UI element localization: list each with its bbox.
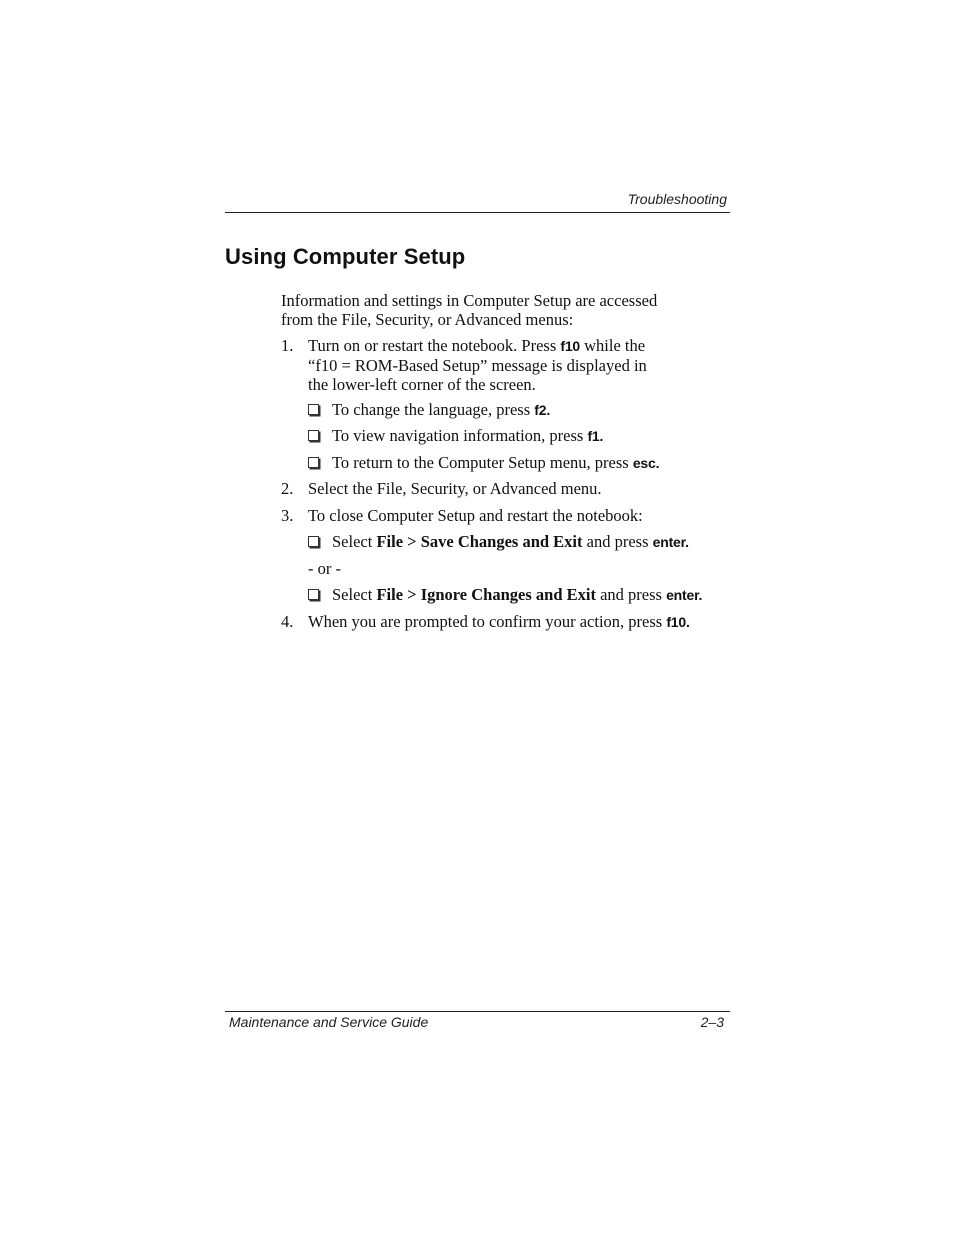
step-1-line-2: “f10 = ROM-Based Setup” message is displayed in (308, 356, 647, 375)
option-ignore-changes (308, 585, 702, 605)
option-post: and press (582, 532, 653, 551)
step-1-text-post: while the (580, 336, 646, 355)
bullet-navigation-info (308, 426, 603, 446)
step-1-text (308, 336, 647, 394)
bullet-text: To return to the Computer Setup menu, press (332, 453, 633, 472)
checkbox-bullet-icon (308, 457, 319, 468)
key-enter: enter. (666, 587, 703, 603)
bullet-return-menu (308, 453, 659, 473)
running-header: Troubleshooting (627, 191, 727, 207)
menu-item-save-changes-and-exit: Save Changes and Exit (420, 532, 583, 551)
step-3-text: To close Computer Setup and restart the notebook: (308, 506, 643, 525)
menu-separator: > (403, 585, 421, 604)
option-pre: Select (332, 585, 377, 604)
checkbox-bullet-icon (308, 430, 319, 441)
footer-rule (225, 1011, 730, 1012)
menu-item-ignore-changes-and-exit: Ignore Changes and Exit (420, 585, 596, 604)
or-separator: - or - (308, 559, 341, 578)
option-pre: Select (332, 532, 377, 551)
step-number: 3. (281, 506, 294, 525)
intro-paragraph (281, 291, 701, 329)
bullet-text: To change the language, press (332, 400, 535, 419)
step-2 (281, 479, 308, 498)
step-3 (281, 506, 308, 525)
menu-file: File (376, 532, 404, 551)
footer-guide-title: Maintenance and Service Guide (229, 1014, 429, 1030)
step-number: 1. (281, 336, 294, 355)
step-4-text (308, 612, 690, 632)
checkbox-bullet-icon (308, 536, 319, 547)
page-title: Using Computer Setup (225, 244, 466, 269)
option-save-changes (308, 532, 689, 552)
key-f1: f1. (587, 428, 604, 444)
bullet-text: To view navigation information, press (332, 426, 588, 445)
step-4-text-pre: When you are prompted to confirm your action, press (308, 612, 667, 631)
footer-page-number: 2–3 (700, 1014, 724, 1030)
step-1-line-3: the lower-left corner of the screen. (308, 375, 536, 394)
checkbox-bullet-icon (308, 589, 319, 600)
bullet-change-language (308, 400, 550, 420)
key-f10: f10. (666, 614, 690, 630)
intro-line-2: from the File, Security, or Advanced menus: (281, 310, 574, 329)
menu-file: File (376, 585, 404, 604)
intro-line-1: Information and settings in Computer Setup are accessed (281, 291, 658, 310)
step-number: 2. (281, 479, 294, 498)
checkbox-bullet-icon (308, 404, 319, 415)
step-4 (281, 612, 308, 631)
header-rule (225, 212, 730, 213)
step-number: 4. (281, 612, 294, 631)
step-2-text: Select the File, Security, or Advanced menu. (308, 479, 602, 498)
key-f2: f2. (534, 402, 551, 418)
step-1-text-pre: Turn on or restart the notebook. Press (308, 336, 561, 355)
step-1 (281, 336, 308, 355)
step-1-line-1 (308, 336, 647, 356)
menu-separator: > (403, 532, 421, 551)
option-post: and press (595, 585, 667, 604)
key-esc: esc. (632, 455, 660, 471)
key-f10: f10 (560, 338, 581, 354)
key-enter: enter. (652, 534, 689, 550)
